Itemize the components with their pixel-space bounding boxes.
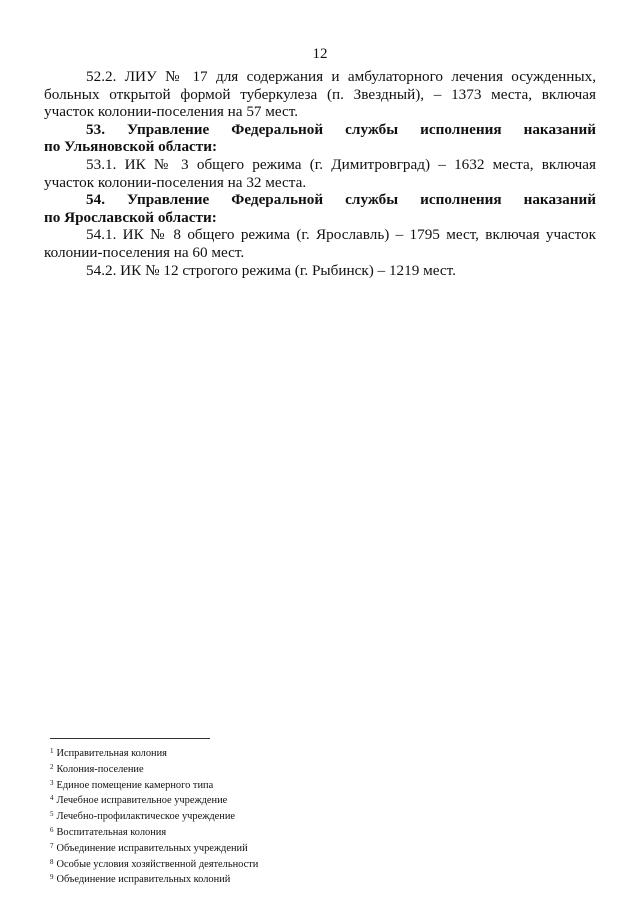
footnotes: [50, 738, 610, 887]
footnote-text: Исправительная колония: [56, 748, 167, 759]
paragraph-54-1: [44, 226, 596, 261]
footnote-item: [50, 792, 610, 808]
footnote-item: [50, 808, 610, 824]
footnote-number: 4: [50, 794, 54, 803]
footnote-text: Воспитательная колония: [56, 826, 167, 838]
footnote-number: 2: [50, 762, 54, 771]
footnote-number: 8: [50, 857, 54, 866]
footnote-item: [50, 840, 610, 856]
footnote-number: 9: [50, 873, 54, 882]
footnote-text: Единое помещение камерного типа: [56, 779, 214, 791]
paragraph-52-2: [44, 68, 596, 121]
footnote-text: Колония-поселение: [56, 763, 144, 775]
paragraph-line: участок колонии-поселения на 32 места.: [44, 173, 307, 191]
heading-line: по Ярославской области:: [44, 208, 217, 226]
heading-53: [44, 121, 596, 156]
paragraph-line: колонии-поселения на 60 мест.: [44, 243, 245, 261]
footnote-text: Объединение исправительных колоний: [56, 874, 231, 886]
paragraph-line: 54.1. ИК № 8 общего режима (г. Ярославль) – 1795 мест, включая участок: [86, 226, 596, 244]
footnote-item: [50, 856, 610, 872]
paragraph-line: 52.2. ЛИУ № 17 для содержания и амбулаторного лечения осужденных,: [86, 68, 596, 85]
footnote-item: [50, 745, 610, 761]
footnote-number: 3: [50, 778, 54, 787]
footnote-text: Особые условия хозяйственной деятельности: [56, 858, 259, 870]
footnote-item: [50, 824, 610, 840]
footnote-number: 6: [50, 825, 54, 834]
heading-line: 53. Управление Федеральной службы исполнения наказаний: [86, 120, 596, 138]
footnote-item: [50, 777, 610, 793]
paragraph-line: 53.1. ИК № 3 общего режима (г. Димитровград) – 1632 места, включая: [86, 155, 596, 173]
paragraph-54-2: [44, 262, 596, 280]
page-number: 12: [312, 46, 328, 62]
paragraph-53-1: [44, 156, 596, 191]
footnote-number: 7: [50, 841, 54, 850]
footnote-item: [50, 871, 610, 887]
footnote-item: [50, 761, 610, 777]
document-body: [44, 68, 596, 279]
footnote-divider: [50, 738, 210, 739]
paragraph-line: 54.2. ИК № 12 строгого режима (г. Рыбинск) – 1219 мест.: [86, 261, 456, 279]
heading-line: 54. Управление Федеральной службы исполнения наказаний: [86, 191, 596, 209]
paragraph-line: участок колонии-поселения на 57 мест.: [44, 103, 299, 121]
footnote-number: 1: [50, 747, 54, 755]
heading-line: по Ульяновской области:: [44, 138, 218, 156]
footnote-text: Объединение исправительных учреждений: [56, 842, 248, 854]
heading-54: [44, 191, 596, 226]
paragraph-line: больных открытой формой туберкулеза (п. Звездный), – 1373 места, включая: [44, 85, 596, 103]
footnote-text: Лечебное исправительное учреждение: [56, 795, 228, 807]
footnote-number: 5: [50, 810, 54, 819]
footnote-text: Лечебно-профилактическое учреждение: [56, 811, 236, 823]
